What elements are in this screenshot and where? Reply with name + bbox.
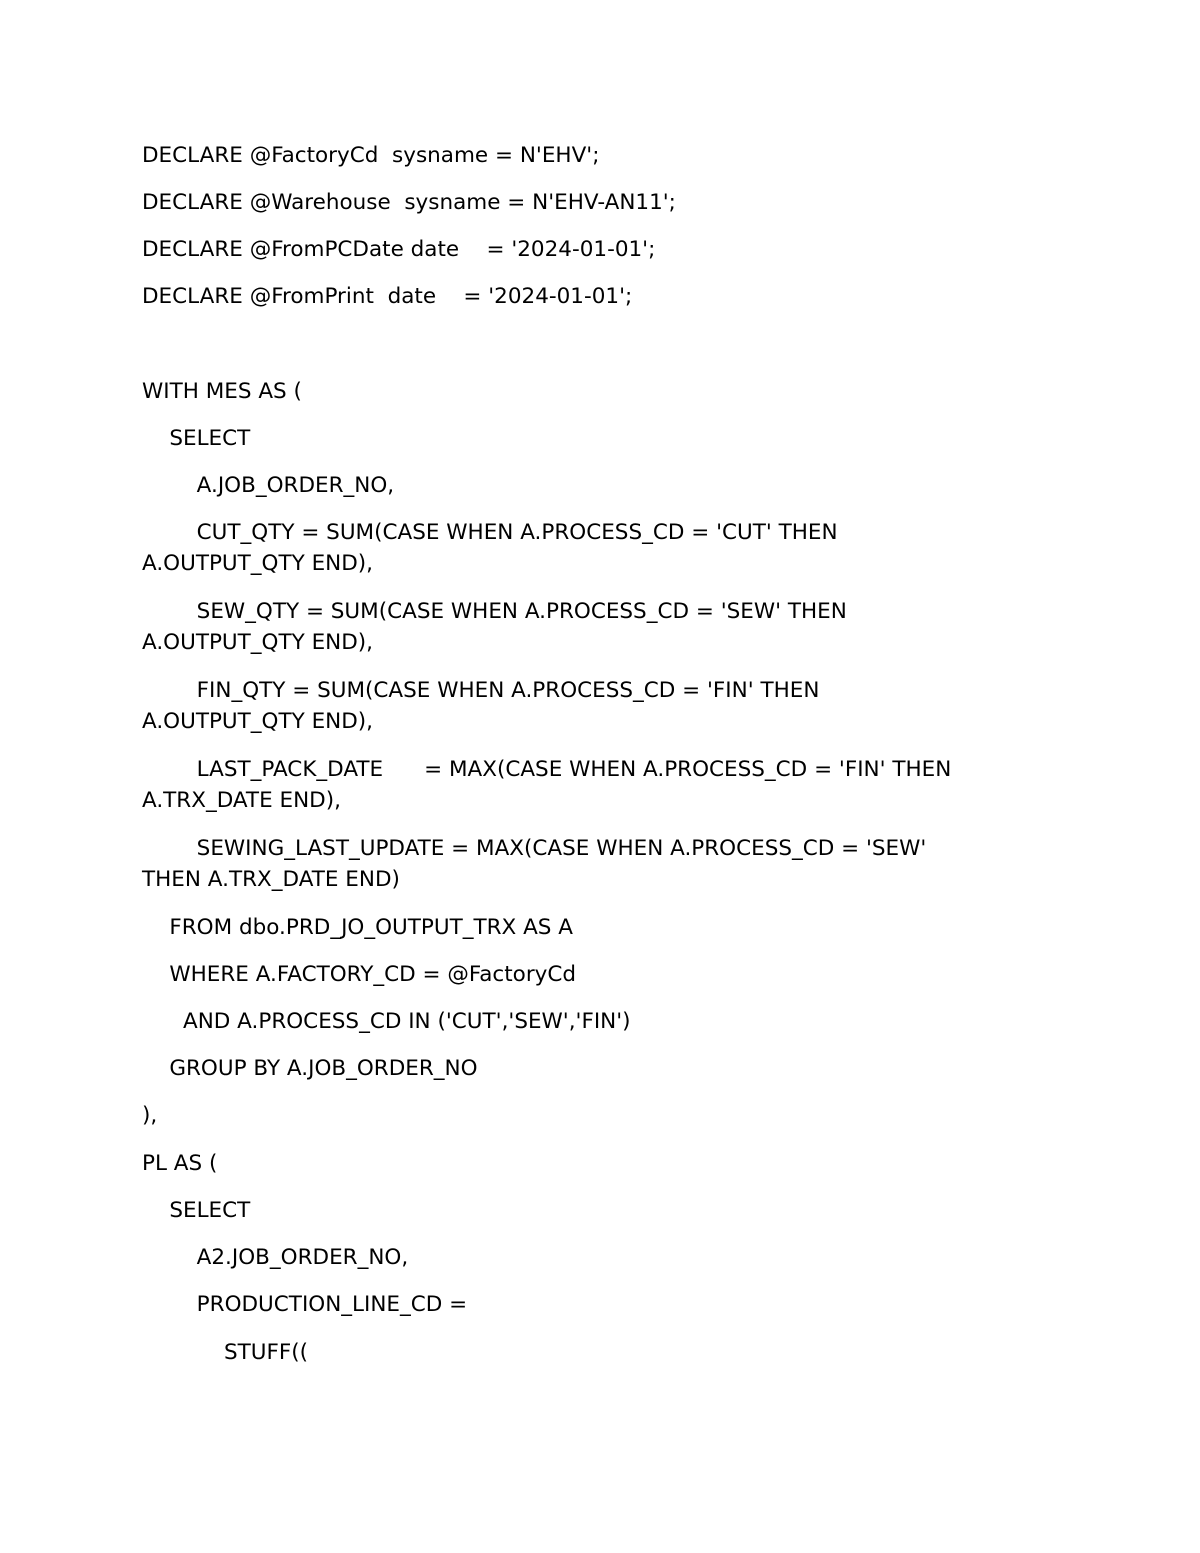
code-line: AND A.PROCESS_CD IN ('CUT','SEW','FIN') (142, 1009, 631, 1034)
code-line: GROUP BY A.JOB_ORDER_NO (142, 1056, 478, 1081)
code-line: A.TRX_DATE END), (142, 788, 341, 813)
code-line: A2.JOB_ORDER_NO, (142, 1245, 409, 1270)
code-line: FIN_QTY = SUM(CASE WHEN A.PROCESS_CD = 'FIN' THEN (142, 678, 820, 703)
code-line: SEW_QTY = SUM(CASE WHEN A.PROCESS_CD = 'SEW' THEN (142, 599, 847, 624)
code-line: DECLARE @FactoryCd sysname = N'EHV'; (142, 143, 600, 168)
code-line: SELECT (142, 1198, 251, 1223)
code-line: SEWING_LAST_UPDATE = MAX(CASE WHEN A.PROCESS_CD = 'SEW' (142, 836, 927, 861)
code-line: A.JOB_ORDER_NO, (142, 473, 395, 498)
code-line: THEN A.TRX_DATE END) (142, 867, 400, 892)
code-line: SELECT (142, 426, 251, 451)
code-line: A.OUTPUT_QTY END), (142, 630, 374, 655)
code-line: WITH MES AS ( (142, 379, 302, 404)
code-line: CUT_QTY = SUM(CASE WHEN A.PROCESS_CD = 'CUT' THEN (142, 520, 838, 545)
code-line: FROM dbo.PRD_JO_OUTPUT_TRX AS A (142, 915, 573, 940)
code-line: STUFF(( (142, 1340, 309, 1365)
code-line: A.OUTPUT_QTY END), (142, 709, 374, 734)
code-line: PL AS ( (142, 1151, 218, 1176)
code-line: ), (142, 1103, 158, 1128)
code-line: DECLARE @FromPCDate date = '2024-01-01'; (142, 237, 656, 262)
code-line: LAST_PACK_DATE = MAX(CASE WHEN A.PROCESS_CD = 'FIN' THEN (142, 757, 952, 782)
code-line: DECLARE @FromPrint date = '2024-01-01'; (142, 284, 633, 309)
code-line: WHERE A.FACTORY_CD = @FactoryCd (142, 962, 577, 987)
code-line: A.OUTPUT_QTY END), (142, 551, 374, 576)
code-line: PRODUCTION_LINE_CD = (142, 1292, 468, 1317)
code-line: DECLARE @Warehouse sysname = N'EHV-AN11'; (142, 190, 676, 215)
